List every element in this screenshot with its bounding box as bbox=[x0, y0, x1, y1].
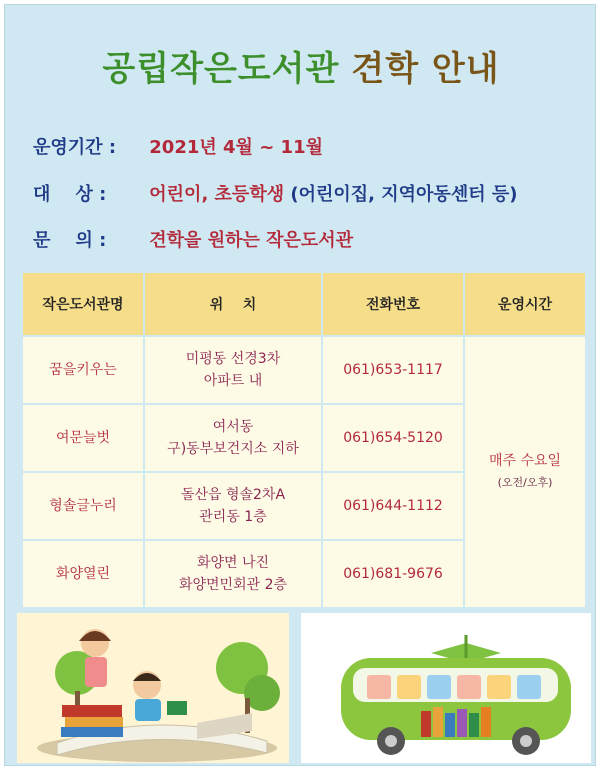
hours-sub: (오전/오후) bbox=[497, 476, 553, 489]
info-period bbox=[33, 133, 323, 159]
children-reading-illustration bbox=[17, 613, 289, 763]
header-hours: 운영시간 bbox=[464, 272, 586, 336]
library-location: 미평동 선경3차 아파트 내 bbox=[144, 336, 322, 404]
library-phone: 061)644-1112 bbox=[322, 472, 464, 540]
inquiry-label: 문 의 : bbox=[33, 230, 107, 251]
period-value: 2021년 4월 ~ 11월 bbox=[149, 137, 323, 158]
library-name: 여문늘벗 bbox=[22, 404, 144, 472]
header-location: 위 치 bbox=[144, 272, 322, 336]
hours-main: 매주 수요일 bbox=[488, 453, 562, 469]
library-location: 돌산읍 형솔2차A 관리동 1층 bbox=[144, 472, 322, 540]
book-bus-icon bbox=[301, 613, 591, 763]
library-phone: 061)653-1117 bbox=[322, 336, 464, 404]
inquiry-value: 견학을 원하는 작은도서관 bbox=[149, 230, 354, 251]
library-location: 여서동 구)동부보건지소 지하 bbox=[144, 404, 322, 472]
library-name: 형솔글누리 bbox=[22, 472, 144, 540]
poster bbox=[4, 4, 596, 766]
library-phone: 061)681-9676 bbox=[322, 540, 464, 608]
operating-hours bbox=[464, 336, 586, 608]
target-label: 대 상 : bbox=[33, 184, 107, 205]
target-value: 어린이, 초등학생 bbox=[149, 184, 285, 205]
page-title bbox=[5, 41, 597, 90]
library-phone: 061)654-5120 bbox=[322, 404, 464, 472]
library-name: 화양열린 bbox=[22, 540, 144, 608]
target-extra: (어린이집, 지역아동센터 등) bbox=[290, 184, 518, 205]
period-label: 운영기간 : bbox=[33, 137, 117, 158]
library-table bbox=[21, 271, 587, 609]
info-target bbox=[33, 180, 517, 206]
book-bus-illustration bbox=[301, 613, 591, 763]
children-reading-icon bbox=[17, 613, 289, 763]
header-phone: 전화번호 bbox=[322, 272, 464, 336]
library-location: 화양면 나진 화양면민회관 2층 bbox=[144, 540, 322, 608]
title-library: 공립작은도서관 bbox=[102, 49, 340, 89]
table-row bbox=[22, 336, 586, 404]
info-inquiry bbox=[33, 226, 353, 252]
title-tour: 견학 안내 bbox=[351, 49, 500, 89]
table-header-row bbox=[22, 272, 586, 336]
header-name: 작은도서관명 bbox=[22, 272, 144, 336]
library-name: 꿈을키우는 bbox=[22, 336, 144, 404]
